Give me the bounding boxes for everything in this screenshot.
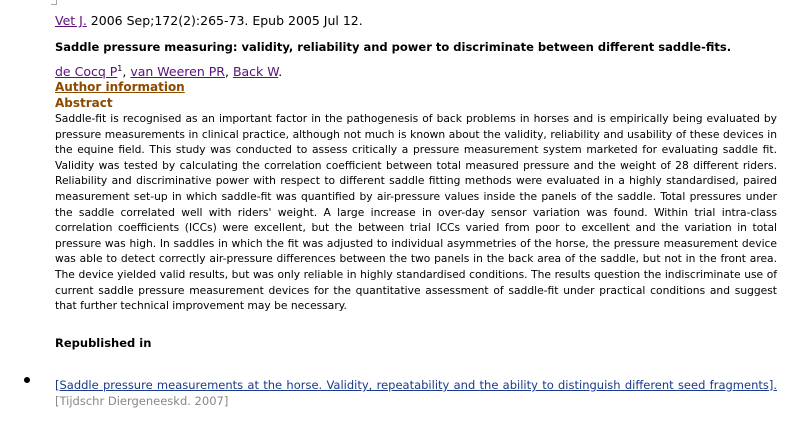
journal-link[interactable]: Vet J. xyxy=(55,13,87,28)
abstract-text: Saddle-fit is recognised as an important factor in the pathogenesis of back problems in horses and is empirically being evaluated by pressure measurements in clinical practice, although not much is known about the validity, reliability and usability of these devices in the equine field. This study was conducted to assess critically a pressure measurement system marketed for evaluating saddle fit. Validity was tested by calculating the correlation coefficient between total measured pressure and the weight of 28 different riders. Reliability and discriminative power with respect to different saddle fitting methods were evaluated in a highly standardised, paired measurement set-up in which saddle-fit was quantified by air-pressure values inside the panels of the saddle. Total pressures under the saddle correlated well with riders' weight. A large increase in over-day sensor variation was found. Within trial intra-class correlation coefficients (ICCs) were excellent, but the between trial ICCs varied from poor to excellent and the variation in total pressure was high. In saddles in which the fit was adjusted to individual asymmetries of the horse, the pressure measurement device was able to detect correctly air-pressure differences between the two panels in the back area of the saddle, but not in the front area. The device yielded valid results, but was only reliable in highly standardised conditions. The results question the indiscriminate use of current saddle pressure measurement devices for the quantitative assessment of saddle-fit under practical conditions and suggest that further technical improvement may be necessary. xyxy=(55,112,777,313)
citation-line xyxy=(55,13,363,28)
corner-mark xyxy=(51,0,57,5)
list-bullet xyxy=(24,377,30,383)
author-separator: , xyxy=(224,64,233,80)
citation-details: 2006 Sep;172(2):265-73. Epub 2005 Jul 12. xyxy=(86,13,363,28)
republished-item xyxy=(55,377,777,409)
author-information-toggle[interactable]: Author information xyxy=(55,80,185,94)
republished-link[interactable]: [Saddle pressure measurements at the horse. Validity, repeatability and the ability to distinguish different seed fragments]. xyxy=(55,378,777,392)
author-list xyxy=(55,64,282,79)
author-affiliation-sup: 1 xyxy=(117,64,123,73)
republished-journal: [Tijdschr Diergeneeskd. 2007] xyxy=(55,394,229,408)
republished-heading: Republished in xyxy=(55,336,152,350)
author-link[interactable]: van Weeren PR xyxy=(130,64,225,80)
abstract-heading: Abstract xyxy=(55,96,113,110)
author-link[interactable]: Back W xyxy=(232,64,279,80)
author-terminator: . xyxy=(278,64,283,80)
author-link[interactable]: de Cocq P xyxy=(55,64,118,80)
author-separator: , xyxy=(122,64,131,80)
article-title: Saddle pressure measuring: validity, reliability and power to discriminate between different saddle-fits. xyxy=(55,40,732,54)
